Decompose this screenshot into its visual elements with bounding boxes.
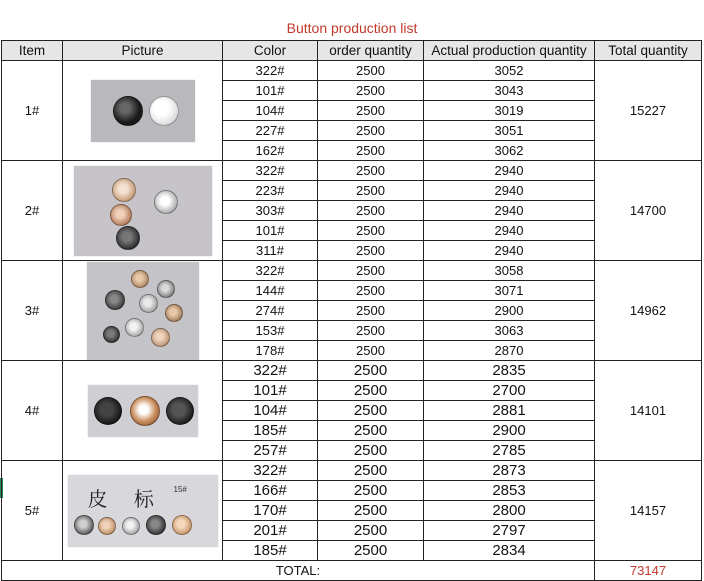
color-cell: 178# (223, 341, 318, 361)
order-quantity-cell: 2500 (318, 121, 424, 141)
table-row (2, 261, 702, 281)
color-cell: 227# (223, 121, 318, 141)
item-cell: 4# (2, 361, 63, 461)
group-total-cell: 14101 (595, 361, 702, 461)
order-quantity-cell: 2500 (318, 541, 424, 561)
color-cell: 153# (223, 321, 318, 341)
button-photo (87, 262, 199, 360)
button-photo (88, 385, 198, 437)
actual-quantity-cell: 2940 (424, 181, 595, 201)
header-order-quantity: order quantity (318, 41, 424, 61)
actual-quantity-cell: 3051 (424, 121, 595, 141)
photo-label-text: 皮 标 (87, 486, 164, 511)
button-photo (68, 475, 218, 547)
order-quantity-cell: 2500 (318, 141, 424, 161)
button-sample-icon (113, 96, 143, 126)
order-quantity-cell: 2500 (318, 101, 424, 121)
actual-quantity-cell: 2700 (424, 381, 595, 401)
actual-quantity-cell: 3071 (424, 281, 595, 301)
actual-quantity-cell: 2940 (424, 241, 595, 261)
color-cell: 185# (223, 541, 318, 561)
actual-quantity-cell: 2797 (424, 521, 595, 541)
order-quantity-cell: 2500 (318, 501, 424, 521)
button-sample-icon (131, 270, 149, 288)
button-sample-icon (125, 318, 144, 337)
color-cell: 104# (223, 401, 318, 421)
total-label: TOTAL: (2, 561, 595, 581)
item-cell: 2# (2, 161, 63, 261)
actual-quantity-cell: 2800 (424, 501, 595, 521)
group-total-cell: 14157 (595, 461, 702, 561)
order-quantity-cell: 2500 (318, 61, 424, 81)
actual-quantity-cell: 2834 (424, 541, 595, 561)
picture-cell (63, 161, 223, 261)
item-cell: 3# (2, 261, 63, 361)
order-quantity-cell: 2500 (318, 461, 424, 481)
button-sample-icon (110, 204, 132, 226)
button-sample-icon (165, 304, 183, 322)
color-cell: 322# (223, 61, 318, 81)
actual-quantity-cell: 3043 (424, 81, 595, 101)
color-cell: 257# (223, 441, 318, 461)
button-sample-icon (139, 294, 158, 313)
total-row (2, 561, 702, 581)
actual-quantity-cell: 3058 (424, 261, 595, 281)
button-sample-icon (130, 396, 160, 426)
header-total-quantity: Total quantity (595, 41, 702, 61)
button-sample-icon (103, 326, 120, 343)
picture-cell (63, 261, 223, 361)
color-cell: 144# (223, 281, 318, 301)
actual-quantity-cell: 2940 (424, 201, 595, 221)
color-cell: 322# (223, 261, 318, 281)
actual-quantity-cell: 3063 (424, 321, 595, 341)
color-cell: 322# (223, 161, 318, 181)
production-table (1, 40, 702, 581)
item-cell: 5# (2, 461, 63, 561)
grand-total: 73147 (595, 561, 702, 581)
color-cell: 274# (223, 301, 318, 321)
order-quantity-cell: 2500 (318, 421, 424, 441)
button-sample-icon (112, 178, 136, 202)
order-quantity-cell: 2500 (318, 481, 424, 501)
actual-quantity-cell: 2835 (424, 361, 595, 381)
order-quantity-cell: 2500 (318, 81, 424, 101)
button-sample-icon (74, 515, 94, 535)
actual-quantity-cell: 2900 (424, 421, 595, 441)
actual-quantity-cell: 2853 (424, 481, 595, 501)
button-sample-icon (166, 397, 194, 425)
header-color: Color (223, 41, 318, 61)
actual-quantity-cell: 2940 (424, 221, 595, 241)
actual-quantity-cell: 2940 (424, 161, 595, 181)
color-cell: 322# (223, 461, 318, 481)
table-row (2, 361, 702, 381)
color-cell: 166# (223, 481, 318, 501)
picture-cell (63, 361, 223, 461)
color-cell: 101# (223, 221, 318, 241)
header-row (2, 41, 702, 61)
button-sample-icon (172, 515, 192, 535)
color-cell: 104# (223, 101, 318, 121)
picture-cell (63, 461, 223, 561)
order-quantity-cell: 2500 (318, 281, 424, 301)
header-actual-quantity: Actual production quantity (424, 41, 595, 61)
photo-code-text: 15# (173, 484, 187, 494)
button-sample-icon (146, 515, 166, 535)
order-quantity-cell: 2500 (318, 221, 424, 241)
header-picture: Picture (63, 41, 223, 61)
item-cell: 1# (2, 61, 63, 161)
color-cell: 101# (223, 81, 318, 101)
button-sample-icon (98, 517, 116, 535)
actual-quantity-cell: 3019 (424, 101, 595, 121)
color-cell: 162# (223, 141, 318, 161)
page-title: Button production list (286, 20, 418, 36)
button-sample-icon (149, 96, 179, 126)
color-cell: 223# (223, 181, 318, 201)
header-item: Item (2, 41, 63, 61)
actual-quantity-cell: 2873 (424, 461, 595, 481)
color-cell: 201# (223, 521, 318, 541)
order-quantity-cell: 2500 (318, 381, 424, 401)
color-cell: 170# (223, 501, 318, 521)
button-sample-icon (154, 190, 178, 214)
group-total-cell: 15227 (595, 61, 702, 161)
order-quantity-cell: 2500 (318, 401, 424, 421)
actual-quantity-cell: 3052 (424, 61, 595, 81)
button-sample-icon (94, 397, 122, 425)
color-cell: 322# (223, 361, 318, 381)
order-quantity-cell: 2500 (318, 361, 424, 381)
button-sample-icon (151, 328, 170, 347)
color-cell: 101# (223, 381, 318, 401)
order-quantity-cell: 2500 (318, 261, 424, 281)
table-row (2, 61, 702, 81)
button-sample-icon (105, 290, 125, 310)
group-total-cell: 14962 (595, 261, 702, 361)
order-quantity-cell: 2500 (318, 181, 424, 201)
button-photo (91, 80, 195, 142)
actual-quantity-cell: 2870 (424, 341, 595, 361)
button-sample-icon (157, 280, 175, 298)
button-sample-icon (116, 226, 140, 250)
button-photo (74, 166, 212, 256)
actual-quantity-cell: 2900 (424, 301, 595, 321)
table-row (2, 461, 702, 481)
order-quantity-cell: 2500 (318, 321, 424, 341)
actual-quantity-cell: 2785 (424, 441, 595, 461)
color-cell: 303# (223, 201, 318, 221)
order-quantity-cell: 2500 (318, 441, 424, 461)
button-sample-icon (122, 517, 140, 535)
order-quantity-cell: 2500 (318, 301, 424, 321)
actual-quantity-cell: 3062 (424, 141, 595, 161)
picture-cell (63, 61, 223, 161)
actual-quantity-cell: 2881 (424, 401, 595, 421)
order-quantity-cell: 2500 (318, 521, 424, 541)
order-quantity-cell: 2500 (318, 341, 424, 361)
color-cell: 185# (223, 421, 318, 441)
color-cell: 311# (223, 241, 318, 261)
order-quantity-cell: 2500 (318, 241, 424, 261)
order-quantity-cell: 2500 (318, 161, 424, 181)
order-quantity-cell: 2500 (318, 201, 424, 221)
group-total-cell: 14700 (595, 161, 702, 261)
table-row (2, 161, 702, 181)
